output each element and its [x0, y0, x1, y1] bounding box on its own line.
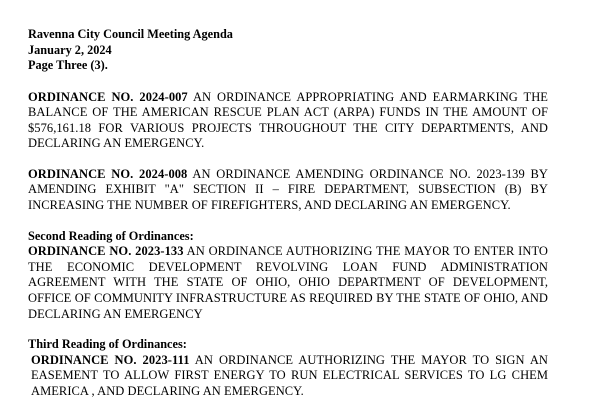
- second-reading-heading: Second Reading of Ordinances:: [28, 228, 194, 243]
- ordinance-number: ORDINANCE NO. 2024-008: [28, 166, 188, 181]
- ordinance-item: [28, 244, 548, 322]
- ordinance-text: AN ORDINANCE APPROPRIATING AND EARMARKING THE BALANCE OF THE AMERICAN RESCUE PLAN ACT (ARPA) FUNDS IN THE AMOUNT OF $576,161.18 FOR VARIOUS PROJECTS THROUGHOUT THE CITY DEPARTMENTS, AND DECLARING AN EMERGENCY.: [28, 89, 548, 151]
- ordinance-item: [28, 167, 548, 214]
- ordinance-number: ORDINANCE NO. 2024-007: [28, 89, 188, 104]
- ordinance-text: AN ORDINANCE AUTHORIZING THE MAYOR TO SIGN AN EASEMENT TO ALLOW FIRST ENERGY TO RUN ELECTRICAL SERVICES TO LG CHEM AMERICA , AND DECLARING AN EMERGENCY.: [31, 352, 548, 398]
- ordinance-text: AN ORDINANCE AMENDING ORDINANCE NO. 2023-139 BY AMENDING EXHIBIT "A" SECTION II – FIRE DEPARTMENT, SUBSECTION (B) BY INCREASING THE NUMBER OF FIREFIGHTERS, AND DECLARING AN EMERGENCY.: [28, 166, 548, 213]
- agenda-title: Ravenna City Council Meeting Agenda: [28, 27, 233, 41]
- ordinance-item: [28, 353, 548, 400]
- agenda-date: January 2, 2024: [28, 42, 112, 57]
- third-reading-heading: Third Reading of Ordinances:: [28, 337, 187, 352]
- agenda-page: [28, 27, 548, 400]
- ordinance-item: [28, 90, 548, 152]
- ordinance-number: ORDINANCE NO. 2023-133: [28, 244, 184, 259]
- page-number: Page Three (3).: [28, 58, 108, 72]
- ordinance-text: AN ORDINANCE AUTHORIZING THE MAYOR TO ENTER INTO THE ECONOMIC DEVELOPMENT REVOLVING LOAN FUND ADMINISTRATION AGREEMENT WITH THE STATE OF OHIO, OHIO DEPARTMENT OF DEVELOPMENT, OFFICE OF COMMUNITY INFRASTRUCTURE AS REQUIRED BY THE STATE OF OHIO, AND DECLARING AN EMERGENCY: [28, 244, 548, 321]
- ordinance-number: ORDINANCE NO. 2023-111: [31, 352, 190, 367]
